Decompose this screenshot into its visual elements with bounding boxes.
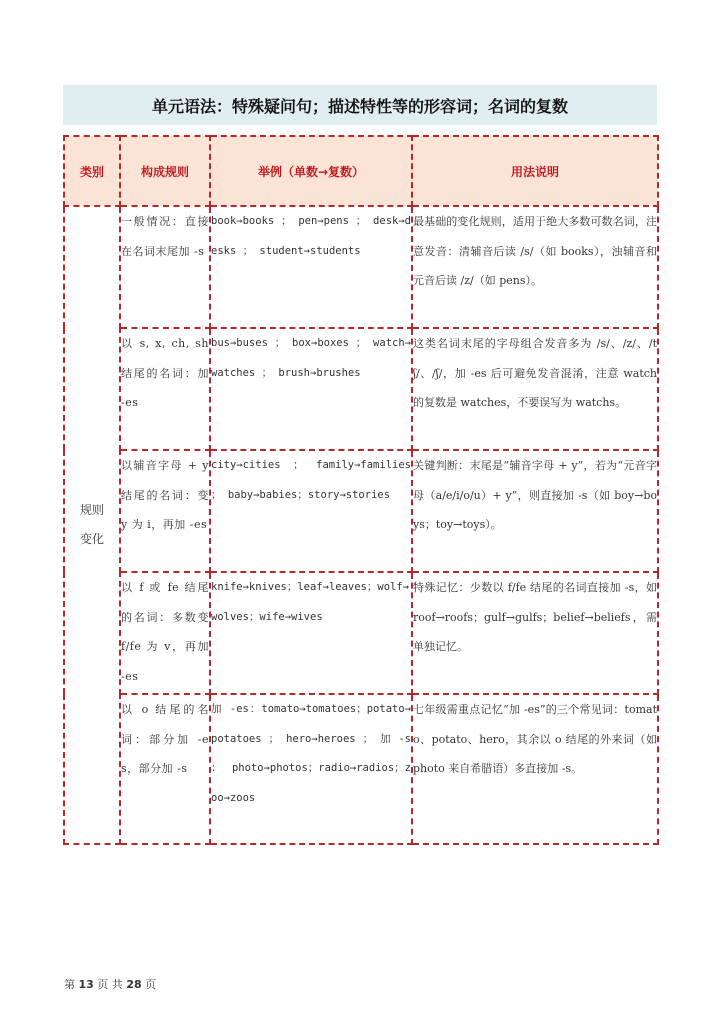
table-row [64, 450, 658, 572]
usage-cell: 最基础的变化规则，适用于绝大多数可数名词，注意发音：清辅音后读 /s/（如 books），浊辅音和元音后读 /z/（如 pens）。 [412, 206, 658, 328]
category-cell [64, 206, 120, 844]
example-cell: 加 -es：tomato→tomatoes；potato→potatoes ； hero→heroes ； 加 -s ： photo→photos；radio→radios；zoo→zoos [210, 694, 412, 844]
footer-page-number: 13 [78, 978, 94, 991]
category-line-2: 变化 [79, 532, 104, 546]
rule-cell: 以 f 或 fe 结尾的名词：多数变 f/fe 为 v，再加 -es [120, 572, 210, 694]
example-cell: book→books ； pen→pens ； desk→desks ； student→students [210, 206, 412, 328]
example-cell: city→cities ； family→families ； baby→babies；story→stories [210, 450, 412, 572]
table-row [64, 572, 658, 694]
footer-middle: 页 共 [97, 978, 123, 991]
grammar-table [63, 135, 659, 845]
usage-cell: 特殊记忆：少数以 f/fe 结尾的名词直接加 -s，如 roof→roofs；gulf→gulfs；belief→beliefs，需单独记忆。 [412, 572, 658, 694]
page-title: 单元语法：特殊疑问句；描述特性等的形容词；名词的复数 [63, 85, 657, 125]
header-example: 举例（单数→复数） [210, 136, 412, 206]
header-usage: 用法说明 [412, 136, 658, 206]
usage-cell: 这类名词末尾的字母组合发音多为 /s/、/z/、/tʃ/、/ʃ/，加 -es 后可避免发音混淆，注意 watch 的复数是 watches，不要误写为 watchs。 [412, 328, 658, 450]
category-line-1: 规则 [79, 503, 104, 517]
header-category: 类别 [64, 136, 120, 206]
usage-cell: 关键判断：末尾是“辅音字母 + y”，若为“元音字母（a/e/i/o/u）+ y”，则直接加 -s（如 boy→boys；toy→toys）。 [412, 450, 658, 572]
table-row [64, 206, 658, 328]
rule-cell: 以辅音字母 + y 结尾的名词：变 y 为 i，再加 -es [120, 450, 210, 572]
example-cell: knife→knives；leaf→leaves；wolf→wolves；wife→wives [210, 572, 412, 694]
footer-total-pages: 28 [126, 978, 142, 991]
header-rule: 构成规则 [120, 136, 210, 206]
rule-cell: 以 o 结尾的名词：部分加 -es，部分加 -s [120, 694, 210, 844]
table-row [64, 694, 658, 844]
table-header-row [64, 136, 658, 206]
rule-cell: 以 s, x, ch, sh 结尾的名词：加 -es [120, 328, 210, 450]
rule-cell: 一般情况：直接在名词末尾加 -s [120, 206, 210, 328]
page-footer [64, 976, 156, 992]
table-row [64, 328, 658, 450]
footer-suffix: 页 [145, 978, 157, 991]
usage-cell: 七年级需重点记忆“加 -es”的三个常见词：tomato、potato、hero，其余以 o 结尾的外来词（如 photo 来自希腊语）多直接加 -s。 [412, 694, 658, 844]
footer-prefix: 第 [64, 978, 75, 991]
example-cell: bus→buses ； box→boxes ； watch→watches ； brush→brushes [210, 328, 412, 450]
